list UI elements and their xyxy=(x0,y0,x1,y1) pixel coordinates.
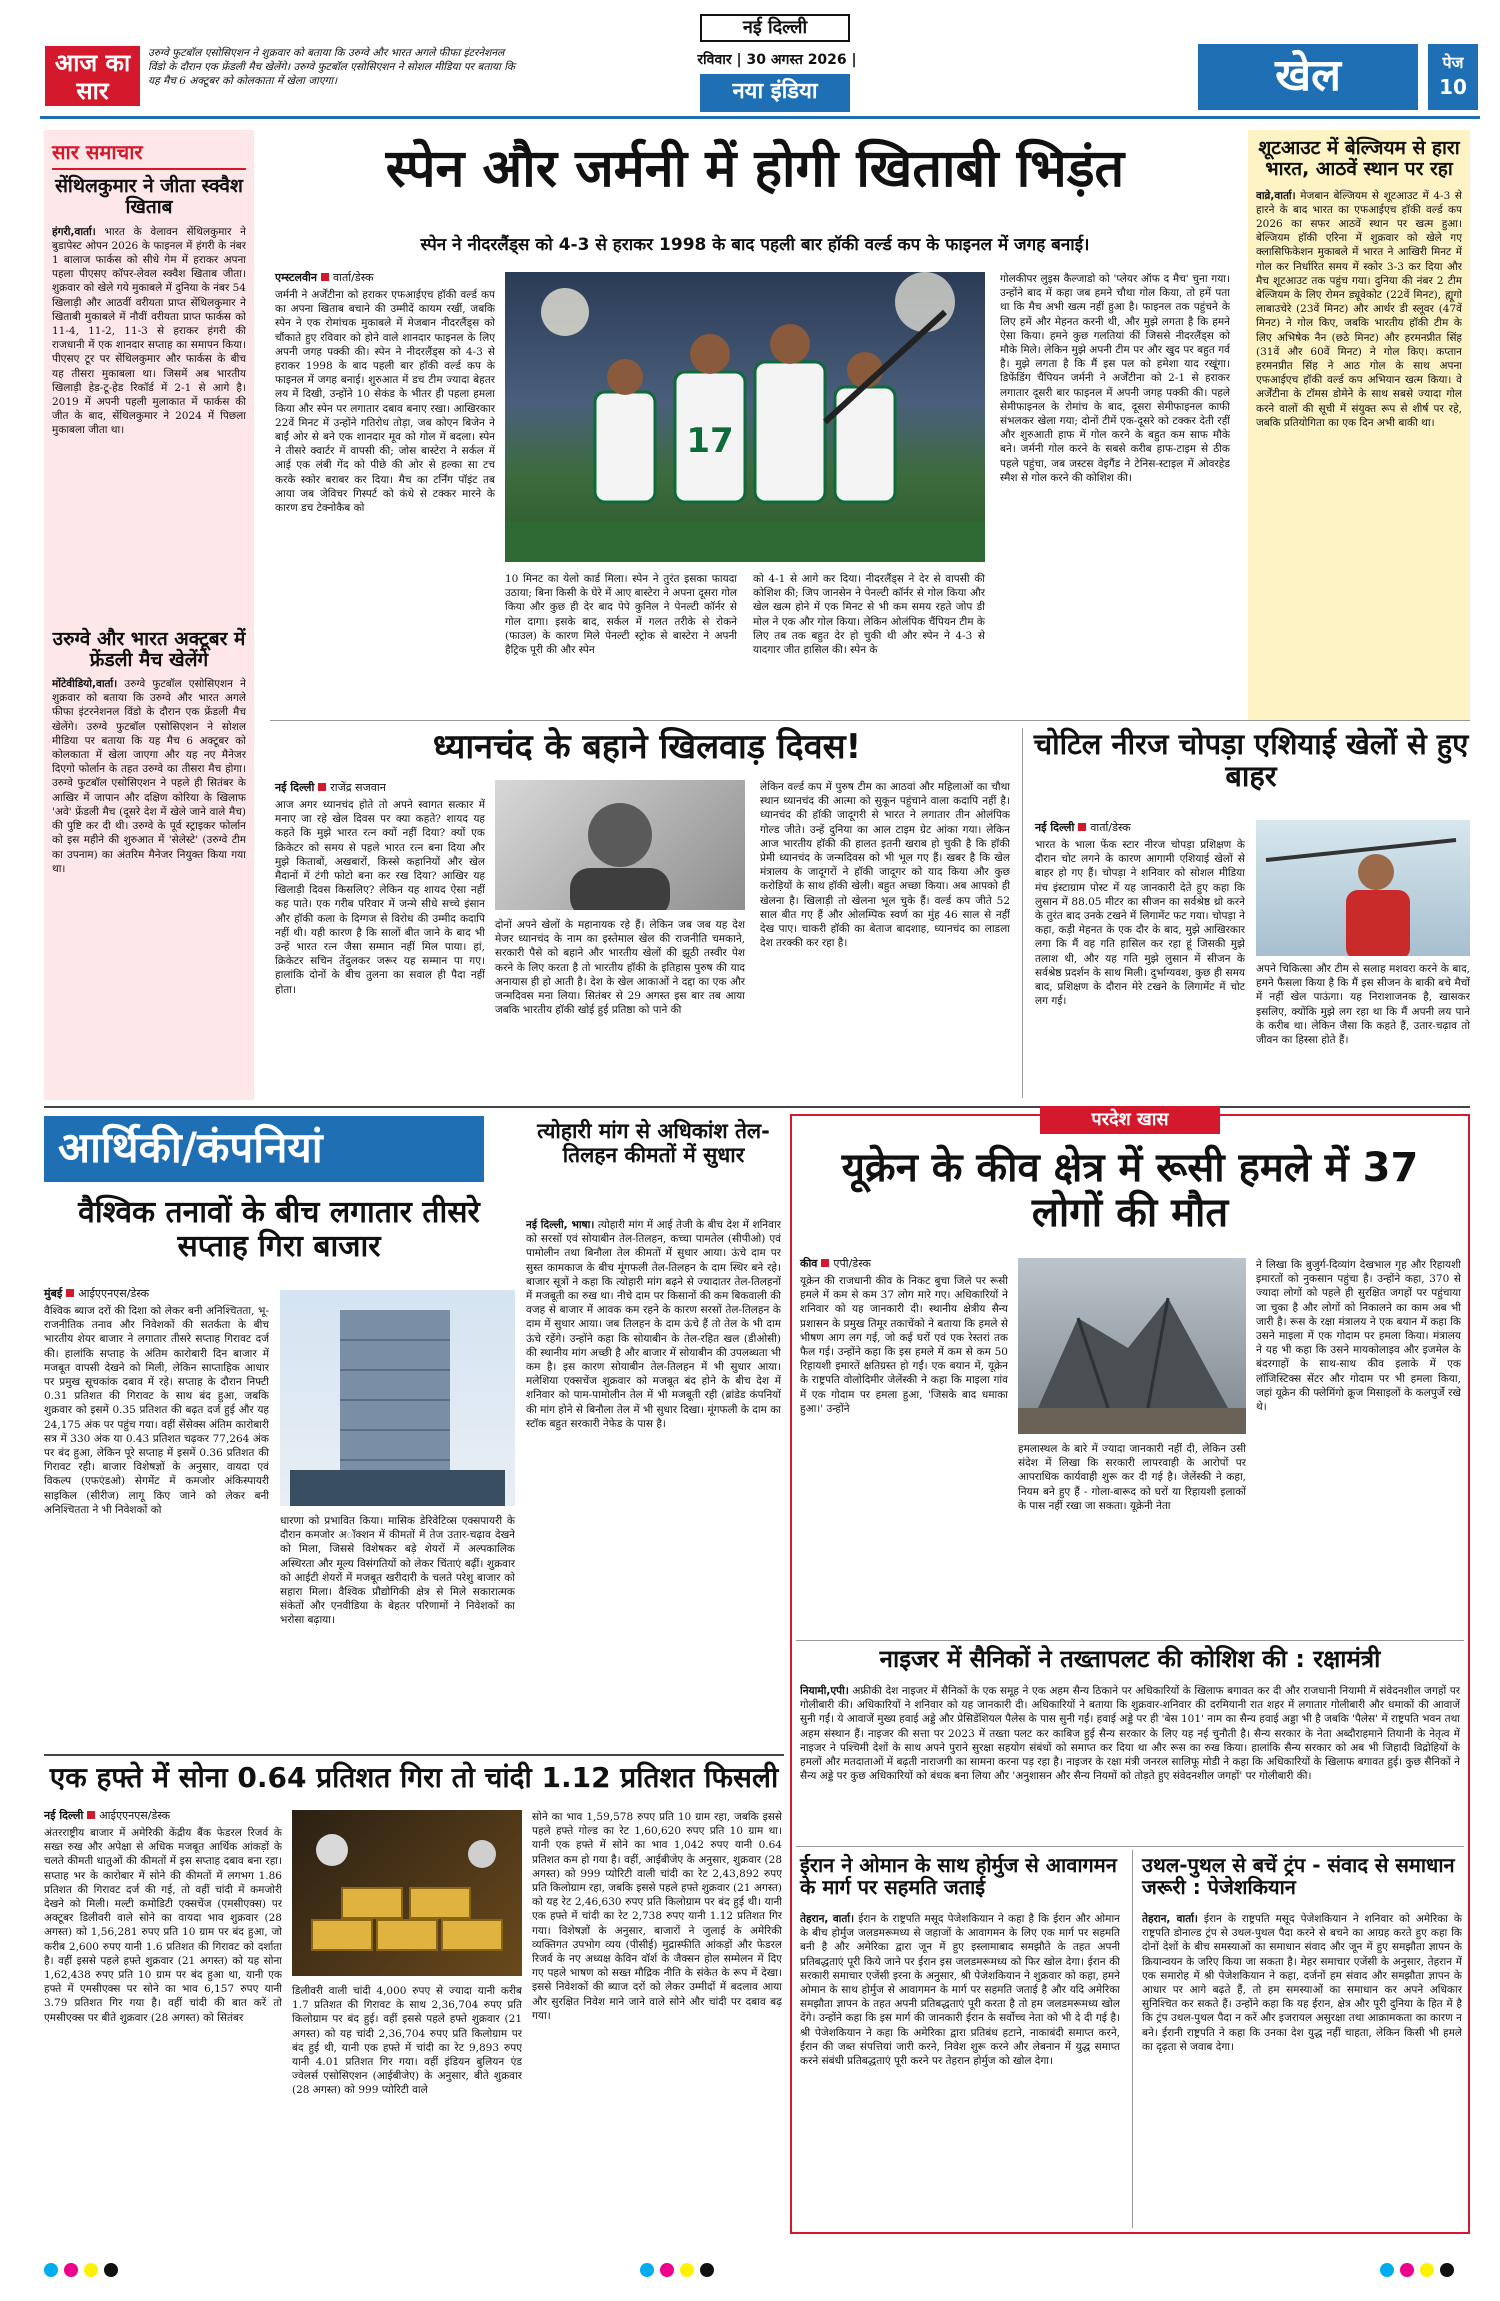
hockey-headline: स्पेन और जर्मनी में होगी खिताबी भिड़ंत xyxy=(385,139,1125,199)
dhyanchand-col1 xyxy=(275,780,485,1090)
squash-headline: सेंथिलकुमार ने जीता स्क्वैश खिताब xyxy=(55,175,243,219)
neeraj-byline xyxy=(1035,820,1245,835)
belgium-text: मेजबान बेल्जियम से शूटआउट में 4-3 से हारने के बाद भारत का एफआईएच हॉकी वर्ल्ड कप 2026 का सफर आठवें स्थान पर खत्म हुआ। बेल्जियम हॉकी एरिना में शुक्रवार को खेले गए क्लासिफिकेशन मुकाबले में भारत ने आखिरी मिनट में गोल कर निर्धारित समय में स्कोर 3-3 कर दिया और मैच शूटआउट तक पहुंच गया। दुनिया की नंबर 2 टीम बेल्जियम के लिए रोमन ड्यूवेकोट (22वें मिनट), ह्यूगो लाबाउचेरे (23वें मिनट) और आर्थर डी स्लूवर (47वें मिनट) ने गोल किए, जबकि भारतीय हॉकी टीम के लिए अभिषेक नैन (छठे मिनट) और हरमनप्रीत सिंह (31वें और 60वें मिनट) ने गोल किए। कप्तान हरमनप्रीत सिंह ने आठ गोल के साथ अपना एफआईएच हॉकी वर्ल्ड कप अभियान खत्म किया। वे अर्जेंटीना के टॉमस डोमेने के साथ सबसे ज्यादा गोल करने वालों की सूची में संयुक्त रूप से शीर्ष पर रहे, जबकि प्रतियोगिता का एक दिन अभी बाकी था। xyxy=(1256,189,1462,429)
color-registration-right xyxy=(1380,2262,1460,2281)
belgium-dateline: वाव्रे,वार्ता। xyxy=(1256,189,1296,202)
hockey-source: वार्ता/डेस्क xyxy=(333,271,374,284)
iran-headline: ईरान ने ओमान के साथ होर्मुज से आवागमन के मार्ग पर सहमति जताई xyxy=(800,1853,1117,1900)
rule xyxy=(44,1106,1470,1108)
gold-col1 xyxy=(44,1808,282,2228)
market-col2-text: धारणा को प्रभावित किया। मासिक डेरिवेटिव्स एक्सपायरी के दौरान कमजोर अॉक्शन में कीमतों में तेज उतार-चढ़ाव देखने को मिला, जिससे विशेषकर बड़े शेयरों में अल्पकालिक अस्थिरता और मूल्य विसंगतियों को लेकर चिंताएं बढ़ीं। शुक्रवार को आईटी शेयरों में मजबूत खरीदारी के चलते परेशु बाजार को सहारा मिला। वैश्विक प्रौद्योगिकी क्षेत्र से मिले सकारात्मक संकेतों और एनवीडिया के बेहतर परिणामों ने निवेशकों का भरोसा बढ़ाया। xyxy=(280,1515,515,1627)
economy-banner: आर्थिकी/कंपनियां xyxy=(44,1116,484,1182)
hockey-byline xyxy=(275,270,495,285)
iran-body xyxy=(800,1912,1120,2228)
dhyanchand-author: राजेंद्र सजवान xyxy=(330,781,386,794)
gold-bars-illustration xyxy=(292,1810,522,1976)
gold-col2-text: डिलीवरी वाली चांदी 4,000 रुपए से ज्यादा यानी करीब 1.7 प्रतिशत की गिरावट के साथ 2,36,704 रुपए प्रति किलोग्राम पर बंद हुई। वहीं इससे पहले हफ्ते शुक्रवार (21 अगस्त) को यह चांदी 2,36,704 रुपए प्रति किलोग्राम पर बंद हुई थी, यानी एक हफ्ते में चांदी का रेट 9,893 रुपए यानी 4.01 प्रतिशत गिर गया। वहीं इंडियन बुलियन एंड ज्वेलर्स एसोसिएशन (आईबीजेए) के अनुसार, बीते शुक्रवार (28 अगस्त) को 999 प्योरिटी वाले xyxy=(292,1985,522,2097)
neeraj-dateline: नई दिल्ली xyxy=(1035,821,1075,834)
ukraine-col2-text: हमलास्थल के बारे में ज्यादा जानकारी नहीं दी, लेकिन उसी संदेश में लिखा कि सरकारी लापरवाही के आरोपों पर आपराधिक कार्यवाही शुरू कर दी गई है। जेलेंस्की ने कहा, नियम बने हुए हैं - गोला-बारूद को घरों या रिहायशी इलाकों के पास नहीं रखा जा सकता। यूक्रेनी नेता xyxy=(1018,1443,1246,1512)
page-label: पेज xyxy=(1442,53,1464,72)
trump-body xyxy=(1142,1912,1462,2228)
gold-headline: एक हफ्ते में सोना 0.64 प्रतिशत गिरा तो चांदी 1.12 प्रतिशत फिसली xyxy=(49,1761,779,1794)
rule xyxy=(1022,728,1023,1098)
rule xyxy=(44,1754,784,1756)
ukraine-col1-text: यूक्रेन की राजधानी कीव के निकट बुचा जिले पर रूसी हमले में कम से कम 37 लोग मारे गए। अधिकारियों ने शनिवार को यह जानकारी दी। स्थानीय क्षेत्रीय सैन्य प्रशासन के प्रमुख तिमूर तकाचेंको ने बताया कि हमले से भीषण आग लग गई, जो कई घरों एवं एक रेस्तरां तक फैल गई। उन्होंने कहा कि इस हमले में कम से कम 50 रिहायशी इमारतें क्षतिग्रस्त हो गईं। एक बयान में, यूक्रेन के राष्ट्रपति वोलोदिमीर जेलेंस्की ने कहा कि माइला गांव में एक गोदाम पर हमला हुआ, 'जिसके बाद धमाका हुआ।' उन्होंने xyxy=(800,1275,1008,1415)
belgium-headline: शूटआउट में बेल्जियम से हारा भारत, आठवें स्थान पर रहा xyxy=(1258,137,1460,181)
svg-text:17: 17 xyxy=(686,421,734,461)
market-col1-text: वैश्विक ब्याज दरों की दिशा को लेकर बनी अनिश्चितता, भू-राजनीतिक तनाव और निवेशकों की सतर्कता के बीच भारतीय शेयर बाजार ने लगातार तीसरे सप्ताह गिरावट दर्ज की। हालांकि सप्ताह के अंतिम कारोबारी दिन बाजार में मजबूत वापसी देखने को मिली, लेकिन साप्ताहिक आधार पर प्रमुख सूचकांक दबाव में रहे। सप्ताह के दौरान निफ्टी 0.31 प्रतिशत की गिरावट के साथ बंद हुआ, जबकि शुक्रवार को इसमें 0.35 प्रतिशत की बढ़त दर्ज हुई और यह 24,175 अंक पर पहुंच गया। वहीं सेंसेक्स अंतिम कारोबारी सत्र में 330 अंक या 0.43 प्रतिशत चढ़कर 77,264 अंक पर बंद हुआ, लेकिन पूरे सप्ताह में इसमें 0.36 प्रतिशत की गिरावट रही। बाजार विशेषज्ञों के अनुसार, वायदा एवं विकल्प (एफएंडओ) सेगमेंट में कमजोर अंकिस्पायरी साइकिल (सीरीज) लागू किए जाने को लेकर बनी अनिश्चितता ने भी निवेशकों को xyxy=(44,1305,269,1516)
masthead xyxy=(40,6,1480,118)
uruguay-headline: उरुग्वे और भारत अक्टूबर में फ्रेंडली मैच खेलेंगे xyxy=(52,627,246,671)
page-box xyxy=(1428,44,1478,110)
iran-dateline: तेहरान, वार्ता। xyxy=(800,1913,855,1925)
niger-text: अफ्रीकी देश नाइजर में सैनिकों के एक समूह ने एक अहम सैन्य ठिकाने पर अधिकारियों के खिलाफ बगावत कर दी और राजधानी नियामी में संवेदनशील जगहों पर गोलीबारी की। अधिकारियों ने शनिवार को यह जानकारी दी। अधिकारियों ने बताया कि शुक्रवार-शनिवार की दरमियानी रात शहर में लगातार गोलीबारी और धमाकों की आवाजें सुनी गईं। ये आवाजें मुख्य हवाई अड्डे और प्रेसिडेंशियल पैलेस के पास सुनी गईं। हवाई अड्डे पर ही 'बेस 101' नाम का सैन्य हवाई अड्डा भी है जबकि 'पैलेस' में राष्ट्रपति भवन तथा अहम संस्थान हैं। नाइजर की सत्ता पर 2023 में तख्ता पलट कर काबिज हुई सैन्य सरकार के लिए यह नई चुनौती है। सैन्य सरकार के नेता अब्दौराहमाने तियानी के नेतृत्व में नाइजर ने पश्चिमी देशों के साथ अपने पुराने सुरक्षा सहयोग संबंधों को समाप्त कर दिया था और रूस का रुख किया। हालांकि सैन्य सरकार को अब भी जिहादी विद्रोहियों के हमलों और मतदाताओं में बढ़ती नाराजगी का सामना करना पड़ रहा है। नाइजर के रक्षा मंत्री जनरल सालिफू मोडी ने कहा कि अधिकारियों के खिलाफ बगावत हुई। कुछ सैनिकों ने सैन्य अड्डे पर कुछ अधिकारियों को बंधक बना लिया और 'अनुशासन और सैन्य नियमों को तोड़ते हुए संवेदनशील जगहों' पर गोलीबारी की। xyxy=(800,1685,1460,1783)
city-label: नई दिल्ली xyxy=(700,14,850,42)
hockey-col1-text: जर्मनी ने अर्जेंटीना को हराकर एफआईएच हॉकी वर्ल्ड कप का अपना खिताब बचाने की उम्मीदें कायम रखीं, जबकि स्पेन ने एक रोमांचक मुकाबले में मेजबान नीदरलैंड्स को चौंकाते हुए रविवार को होने वाले शानदार फाइनल के लिए अपनी जगह पक्की की। स्पेन ने नीदरलैंड्स को 4-3 से हराकर 1998 के बाद पहली बार हॉकी वर्ल्ड कप के फाइनल में जगह बनाई। शुरुआत में डच टीम ज्यादा बेहतर लय में दिखी, उन्होंने 10 सेकंड के भीतर ही पहला हमला किया और स्पेन पर लगातार दबाव बनाए रखा। आखिरकार 22वें मिनट में उन्होंने गतिरोध तोड़ा, जब कोएन बिजेन ने बाईं ओर से बने एक शानदार मूव को गोल में बदला। स्पेन ने तीसरे क्वार्टर में वापसी की; जोस बास्टेरा ने सर्कल में आई एक लंबी गेंद को पीछे की ओर से हल्का सा टच करके स्कोर बराबर कर दिया। मैच का टर्निंग पॉइंट तब आया जब जेविचर गिस्पर्ट को कंधे से टक्कर मारने के कारण डच टेक्नोकैब को xyxy=(275,289,495,515)
rule xyxy=(1132,1850,1133,2228)
trump-headline: उथल-पुथल से बचें ट्रंप - संवाद से समाधान जरूरी : पेजेशकियान xyxy=(1142,1853,1455,1900)
uruguay-text: उरुग्वे फुटबॉल एसोसिएशन ने शुक्रवार को बताया कि उरुग्वे और भारत अगले फीफा इंटरनेशनल विंडो के दौरान एक फ्रेंडली मैच खेलेंगे। उरुग्वे फुटबॉल एसोसिएशन ने सोशल मीडिया पर बताया कि यह मैच 6 अक्टूबर को कोलकाता में खेला जाएगा और यह नए मैनेजर दिएगो फोर्लान के तहत उरुग्वे का तीसरा मैच होगा। उरुग्वे फुटबॉल एसोसिएशन ने पहले ही सितंबर के आखिर में जापान और दक्षिण कोरिया के खिलाफ 'अवे' फ्रेंडली मैच (दूसरे देश में खेले जाने वाले मैच) की पुष्टि कर दी थी। उरुग्वे के पूर्व स्ट्राइकर फोर्लान को इस महीने की शुरुआत में 'सेलेस्टे' (उरुग्वे टीम का उपनाम) का अंतरिम मैनेजर नियुक्त किया गया था। xyxy=(52,678,246,875)
foreign-banner: परदेश खास xyxy=(1040,1106,1220,1134)
bse-photo xyxy=(280,1290,515,1506)
gold-dateline: नई दिल्ली xyxy=(44,1809,84,1822)
neeraj-col2-text: अपने चिकित्सा और टीम से सलाह मशवरा करने के बाद, हमने फैसला किया है कि मैं इस सीजन के बाकी बचे मैचों में नहीं खेल पाऊंगा। यह निराशाजनक है, खासकर इसलिए, क्योंकि मुझे लग रहा था कि मैं अपनी लय पाने के करीब था। लेकिन जैसा कि कहते हैं, उतार-चढ़ाव तो जीवन का हिस्सा होते हैं। xyxy=(1256,963,1470,1047)
oil-text: त्योहारी मांग में आई तेजी के बीच देश में शनिवार को सरसों एवं सोयाबीन तेल-तिलहन, कच्चा पामतेल (सीपीओ) एवं पामोलीन तथा बिनौला तेल कीमतों में सुधार आया। ऊंचे दाम पर सुस्त कामकाज के बीच मूंगफली तेल-तिलहन के दाम स्थिर बने रहे। बाजार सूत्रों ने कहा कि त्योहारी मांग बढ़ने से ज्यादातर तेल-तिलहनों में मजबूती का रुख था। नीचे दाम पर किसानों की कम बिकवाली की वजह से बाजार में आवक कम रहने के कारण सरसों तेल-तिलहन के दाम में सुधार आया। जब तिलहन के दाम ऊंचे हैं तो तेल के भी दाम ऊंचे रहेंगे। उन्होंने कहा कि सोयाबीन के तेल-रहित खल (डीओसी) की स्थानीय मांग अच्छी है और बाजार में सोयाबीन की उपलब्धता भी कम है। इस कारण सोयाबीन तेल-तिलहन में भी सुधार आया। मलेशिया एक्सचेंज शुक्रवार को मजबूत बंद होने के बीच देश में शनिवार को पाम-पामोलीन तेल में भी मजबूती रही (ब्रांडेड कंपनियों की मांग होने से बिनौला तेल में भी सुधार दिखा। मूंगफली के दाम का स्टॉक बहुत सरकारी नेफेड के पास है। xyxy=(526,1219,781,1430)
neeraj-col1-text: भारत के भाला फेंक स्टार नीरज चोपड़ा प्रशिक्षण के दौरान चोट लगने के कारण आगामी एशियाई खेलों से बाहर हो गए हैं। चोपड़ा ने शनिवार को सोशल मीडिया मंच इंस्टाग्राम पोस्ट में यह जानकारी देते हुए कहा कि लुसान में 88.05 मीटर का सीजन का सर्वश्रेष्ठ थ्रो करने के तुरंत बाद उनके टखने में लिगामेंट फट गया। चोपड़ा ने कहा, कड़ी मेहनत के एक दौर के बाद, मुझे आखिरकार लगा कि मैं वह गति हासिल कर रहा हूं जिसकी मुझे तलाश थी, और यह गति मुझे लुसान में सीजन के सर्वश्रेष्ठ प्रदर्शन के साथ मिली। दुर्भाग्यवश, कुछ ही समय बाद, प्रशिक्षण के दौरान मेरे टखने के लिगामेंट में चोट लग गई। xyxy=(1035,839,1245,1008)
niger-dateline: नियामी,एपी। xyxy=(800,1685,849,1697)
gold-byline xyxy=(44,1808,282,1823)
hockey-col4-text: गोलकीपर लुइस कैल्जाडो को 'प्लेयर ऑफ द मैच' चुना गया। उन्होंने बाद में कहा जब हमने चौथा गोल किया, तो हमें पता था कि मैच अभी खत्म नहीं हुआ है। फाइनल तक पहुंचने के लिए हमें और मेहनत करनी थी, और मुझे लगता है कि हमने ऐसा किया। हमने कुछ गलतियां कीं जिससे नीदरलैंड्स को मौके मिले। लेकिन मुझे अपनी टीम पर और खुद पर बहुत गर्व है। मुझे लगता है कि मैं इस पल को हमेशा याद रखूंगा। डिफेंडिंग चैंपियन जर्मनी ने अर्जेंटीना को 2-1 से हराकर लगातार दूसरी बार फाइनल में अपनी जगह पक्की की। पहले सेमीफाइनल के रोमांच के बाद, दूसरा सेमीफाइनल काफी संभलकर खेला गया; दोनों टीमें एक-दूसरे को टक्कर देती रहीं और शुरुआती हाफ में गोल करने के बहुत कम साफ मौके बने। जर्मनी गोल करने के सबसे करीब हाफ-टाइम से ठीक पहले पहुंचा, जब जस्टस वेइगैंड ने टेनिस-स्टाइल में ओवरहेड स्मैश से गोल करने की कोशिश की। xyxy=(1000,273,1230,484)
dhyanchand-col2-text: दोनों अपने खेलों के महानायक रहे हैं। लेकिन जब जब यह देश मेजर ध्यानचंद के नाम का इस्तेमाल खेल की राजनीति चमकाने, सरकारी पैसे को बहाने और भारतीय खेलों की झूठी तस्वीर पेश करने के लिए करता है तो भारतीय हॉकी के इतिहास पुरुष की याद अनायास ही हो आती है। देश के खेल आकाओं ने दद्दा का एक और जन्मदिवस मना लिया। सितंबर से 29 अगस्त इस बार तब आया जबकि भारतीय हॉकी खोई हुई प्रतिष्ठा को पाने की xyxy=(495,919,745,1017)
iran-text: ईरान के राष्ट्रपति मसूद पेजेशकियान ने कहा है कि ईरान और ओमान के बीच होर्मुज जलडमरूमध्य से जहाजों के आवागमन के लिए एक मार्ग पर सहमति बनी है और अमेरिका द्वारा जून में हुए इस्लामाबाद समझौते के तहत अपनी प्रतिबद्धताएं पूरी किये जाने पर ईरान इस जलडमरूमध्य को फिर खोल देगा। ईरान की सरकारी समाचार एजेंसी इरना के अनुसार, श्री पेजेशकियान ने शुक्रवार को कहा, हमने ओमान के साथ होर्मुज से आवागमन के मार्ग पर सहमति जताई है और यदि अमेरिका समझौता ज्ञापन के तहत अपनी प्रतिबद्धताएं पूरी करता है तो हम जलडमरूमध्य खोल देंगे। उन्होंने कहा कि इस मार्ग की जानकारी ईरान के सर्वोच्च नेता को भी दे दी गई है। श्री पेजेशकियान ने कहा कि अमेरिका द्वारा प्रतिबंध हटाने, नाकाबंदी समाप्त करने, ईरान की जब्त संपत्तियां जारी करने, निवेश शुरू करने और लेबनान में युद्ध समाप्त करने संबंधी प्रतिबद्धताएं पूरी करने पर तेहरान होर्मुज को खोल देगा। xyxy=(800,1913,1120,2068)
uruguay-dateline: मोंटेवीडियो,वार्ता। xyxy=(52,678,118,691)
oil-dateline: नई दिल्ली, भाषा। xyxy=(526,1219,595,1231)
rule xyxy=(270,720,1470,721)
neeraj-photo xyxy=(1256,820,1470,956)
niger-headline: नाइजर में सैनिकों ने तख्तापलट की कोशिश की : रक्षामंत्री xyxy=(879,1645,1381,1673)
oil-headline: त्योहारी मांग से अधिकांश तेल-तिलहन कीमतों में सुधार xyxy=(537,1119,770,1167)
market-source: आईएएनएस/डेस्क xyxy=(78,1287,150,1300)
neeraj-javelin-illustration xyxy=(1256,820,1470,956)
trump-text: ईरान के राष्ट्रपति मसूद पेजेशकियान ने शनिवार को अमेरिका के राष्ट्रपति डोनाल्ड ट्रंप से उथल-पुथल पैदा करने से बचने का आग्रह करते हुए कहा कि दोनों देशों के बीच समस्याओं का समाधान संवाद और जून में हुए समझौता ज्ञापन के क्रियान्वयन के जरिए किया जा सकता है। मेहर समाचार एजेंसी के अनुसार, तेहरान में एक समारोह में श्री पेजेशकियान ने कहा, दर्जनों हम संवाद और समझौता ज्ञापन के आधार पर आगे बढ़ते हैं, तो हम समस्याओं का समाधान कर अपने अधिकार सुनिश्चित कर सकते हैं। उन्होंने कहा कि यह ईरान, क्षेत्र और पूरी दुनिया के हित में है कि ट्रंप उथल-पुथल पैदा न करें और इजरायल असुरक्षा तथा आक्रामकता का कारण न बने। ईरानी राष्ट्रपति ने कहा कि उनका देश युद्ध नहीं चाहता, लेकिन किसी भी हमले का दृढ़ता से जवाब देगा। xyxy=(1142,1913,1462,2053)
ukraine-dateline: कीव xyxy=(800,1257,818,1270)
bombed-building-illustration xyxy=(1018,1258,1246,1434)
belgium-column xyxy=(1248,130,1470,720)
hockey-photo xyxy=(505,272,985,562)
market-col1 xyxy=(44,1286,269,1746)
gold-photo xyxy=(292,1810,522,1976)
aaj-ka-saar-box: आज का सार xyxy=(45,46,140,106)
neeraj-source: वार्ता/डेस्क xyxy=(1090,821,1131,834)
gold-source: आईएएनएस/डेस्क xyxy=(99,1809,171,1822)
aaj-ka-saar-text: उरुग्वे फुटबॉल एसोसिएशन ने शुक्रवार को बताया कि उरुग्वे और भारत अगले फीफा इंटरनेशनल विंडो के दौरान एक फ्रेंडली मैच खेलेंगे। उरुग्वे फुटबॉल एसोसिएशन ने सोशल मीडिया पर बताया कि यह मैच 6 अक्टूबर को कोलकाता में खेला जाएगा। xyxy=(148,47,515,87)
saar-samachar-label: सार समाचार xyxy=(52,138,246,170)
belgium-body xyxy=(1256,189,1462,669)
hockey-col3-text: को 4-1 से आगे कर दिया। नीदरलैंड्स ने देर से वापसी की कोशिश की; जिप जानसेन ने पेनल्टी कॉर्नर से गोल किया और खेल खत्म होने में एक मिनट से भी कम समय रहते जोप डी मोल ने एक और गोल किया। लेकिन ओलंपिक चैंपियन टीम के लिए तब तक बहुत देर हो चुकी थी और स्पेन ने 4-3 से यादगार जीत हासिल की। स्पेन के xyxy=(753,573,985,657)
hockey-col2-text: 10 मिनट का येलो कार्ड मिला। स्पेन ने तुरंत इसका फायदा उठाया; बिना किसी के घेरे में आए बास्टेरा ने अपना दूसरा गोल किया और कुछ ही देर बाद पेपे कुनिल ने पेनल्टी कॉर्नर से गोल दागा। इसके बाद, सर्कल में गलत तरीके से रोकने (फाउल) के कारण मिले पेनल्टी स्ट्रोक से बास्टेरा ने अपनी हैट्रिक पूरी की और स्पेन xyxy=(505,573,737,657)
ukraine-photo xyxy=(1018,1258,1246,1434)
dhyanchand-photo xyxy=(495,780,745,910)
hockey-dateline: एम्स्टलवीन xyxy=(275,271,318,284)
neeraj-headline: चोटिल नीरज चोपड़ा एशियाई खेलों से हुए बाहर xyxy=(1033,727,1469,794)
gold-col1-text: अंतरराष्ट्रीय बाजार में अमेरिकी केंद्रीय बैंक फेडरल रिजर्व के सख्त रुख और अपेक्षा से अधिक मजबूत आर्थिक आंकड़ों के चलते कीमती धातुओं की कीमतों में इस सप्ताह दबाव बना रहा। सप्ताह भर के कारोबार में सोने की कीमतों में लगभग 1.86 प्रतिशत की गिरावट दर्ज की गई, तो वहीं चांदी में कमजोरी देखने को मिली। मल्टी कमोडिटी एक्सचेंज (एमसीएक्स) पर अक्टूबर डिलीवरी वाले सोने का वायदा भाव शुक्रवार (28 अगस्त) को 1,56,281 रुपए प्रति 10 ग्राम पर बंद हुआ, जो करीब 2,600 रुपए यानी 1.6 प्रतिशत की गिरावट को दर्शाता है। वहीं इससे पहले हफ्ते शुक्रवार (21 अगस्त) को यह सोना 1,62,438 रुपए प्रति 10 ग्राम पर बंद हुआ था, यानी एक हफ्ते में एमसीएक्स पर सोने का भाव 6,157 रुपए यानी 3.79 प्रतिशत गिर गया है। वहीं चांदी की बात करें तो एमसीएक्स पर बीते शुक्रवार (28 अगस्त) को सितंबर xyxy=(44,1827,282,2024)
uruguay-body xyxy=(52,677,246,1077)
neeraj-col1 xyxy=(1035,820,1245,1092)
niger-body xyxy=(800,1684,1460,1840)
section-label: खेल xyxy=(1198,44,1418,110)
ukraine-headline: यूक्रेन के कीव क्षेत्र में रूसी हमले में 37 लोगों की मौत xyxy=(841,1145,1419,1236)
color-registration-left xyxy=(44,2262,124,2281)
ukraine-col1 xyxy=(800,1256,1008,1632)
gold-col3-text: सोने का भाव 1,59,578 रुपए प्रति 10 ग्राम रहा, जबकि इससे पहले हफ्ते गोल्ड का रेट 1,60,620 रुपए प्रति 10 ग्राम था। यानी एक हफ्ते में सोने का भाव 1,042 रुपए यानी 0.64 प्रतिशत कम हो गया है। वहीं, आईबीजेए के अनुसार, शुक्रवार (28 अगस्त) को 999 प्योरिटी वाली चांदी का रेट 2,43,892 रुपए प्रति किलोग्राम रहा, जबकि इससे पहले हफ्ते शुक्रवार (21 अगस्त) को यह रेट 2,46,630 रुपए प्रति किलोग्राम पर बंद हुई थी। यानी एक हफ्ते में चांदी का रेट 2,738 रुपए यानी 1.12 प्रतिशत गिर गया। विशेषज्ञों के अनुसार, बाजारों ने जुलाई के अमेरिकी व्यक्तिगत उपभोग व्यय (पीसीई) मुद्रास्फीति आंकड़ों और फेडरल रिजर्व के नए अध्यक्ष केविन वॉर्श के जैक्सन होल सम्मेलन में दिए गए पहले भाषण को सख्त मौद्रिक नीति के संकेत के रूप में देखा। इससे निवेशकों की ब्याज दरों को लेकर उम्मीदों में बदलाव आया और सुरक्षित निवेश माने जाने वाले सोने और चांदी पर दबाव बढ़ गया। xyxy=(532,1811,782,2022)
masthead-rule xyxy=(40,116,1480,119)
market-byline xyxy=(44,1286,269,1301)
oil-body xyxy=(526,1218,781,1746)
dhyanchand-col3-text: लेकिन वर्ल्ड कप में पुरुष टीम का आठवां और महिलाओं का चौथा स्थान ध्यानचंद की आत्मा को सुकून पहुंचाने वाला कदापि नहीं है। ध्यानचंद की हॉकी जादूगरी से भारत ने लगातार तीन ओलंपिक गोल्ड जीते। उन्हें दुनिया का आल टाइम ग्रेट आंका गया। लेकिन आज भारतीय हॉकी की हालत इतनी खराब हो चुकी है कि हॉकी प्रेमी ध्यानचंद के जन्मदिवस को भी भूल गए हैं। खबर है कि खेल मंत्रालय के जादूगरों ने हॉकी जादूगर को याद किया और कुछ करोड़ियों के साथ हॉकी खेली। बहुत अच्छा किया। अब आपको ही खेलना है। खिलाड़ी तो खेलना भूल चुके हैं। वर्ल्ड कप जीते 52 साल बीत गए हैं और ओलम्पिक स्वर्ण का मुंह 46 साल से नहीं देख पाए। चाकरी हॉकी का बेताज बादशाह, ध्यानचंद का लाडला देश तरक्की कर रहा है। xyxy=(760,781,1010,950)
rule xyxy=(796,1846,1464,1847)
hockey-players-illustration xyxy=(505,272,985,562)
dhyanchand-portrait-illustration xyxy=(495,780,745,910)
paper-name: नया इंडिया xyxy=(700,74,850,112)
hockey-subhead: स्पेन ने नीदरलैंड्स को 4-3 से हराकर 1998 के बाद पहली बार हॉकी वर्ल्ड कप के फाइनल में जगह बनाई। xyxy=(420,235,1090,255)
ukraine-col3-text: ने लिखा कि बुजुर्ग-दिव्यांग देखभाल गृह और रिहायशी इमारतों को नुकसान पहुंचा है। उन्होंने कहा, 370 से ज्यादा लोगों को पहले ही सुरक्षित जगहों पर पहुंचाया जा चुका है और लोगों को निकालने का काम अब भी जारी है। रूस के रक्षा मंत्रालय ने एक बयान में कहा कि उसने माइला में एक गोदाम पर हमला किया। मंत्रालय ने यह भी कहा कि उसने मायकोलाइव और इजमेल के बंदरगाहों के साथ-साथ कीव इलाके में एक लॉजिस्टिक्स सेंटर और गोदाम पर भी हमला किया, जहां यूक्रेन की फ्लेमिंगो क्रूज मिसाइलों के कलपुर्जे रखे थे। xyxy=(1256,1259,1461,1414)
dhyanchand-col1-text: आज अगर ध्यानचंद होते तो अपने स्वागत सत्कार में मनाए जा रहे खेल दिवस पर क्या कहते? शायद यह कहते कि मुझे भारत रत्न क्यों नहीं दिया? क्यों एक क्रिकेटर को समय से पहले भारत रत्न बना दिया और मुझे किताबों, अखबारों, किस्से कहानियों और खेल मैदानों में टंगी फोटो बना कर रख दिया? आखिर यह खिलाड़ी दिवस किसलिए? लेकिन यह शायद ऐसा नहीं कह पाते। एक गरीब परिवार में जन्मे सीधे सच्चे इंसान और हॉकी कला के दिग्गज से विरोध की उम्मीद कदापि नहीं थी। यही कारण है कि सालों बीत जाने के बाद भी उन्हें भारत रत्न जैसा सम्मान नहीं मिल पाया। हां, क्रिकेटर सचिन तेंदुलकर जरूर यह सम्मान पा गए। हालांकि दोनों के बीच तुलना का सवाल ही पैदा नहीं होता। xyxy=(275,799,485,996)
color-registration-center xyxy=(640,2262,720,2281)
squash-text: भारत के वेलावन सेंथिलकुमार ने बुडापेस्ट ओपन 2026 के फाइनल में हंगरी के नंबर 1 बालाज फार्कस को सीधे गेम में हराकर अपना पहला पीएसए कॉपर-लेवल स्क्वैश खिताब जीता। शुक्रवार को खेले गये मुकाबले में दुनिया के नंबर 54 खिलाड़ी और आठवीं वरीयता प्राप्त सेंथिलकुमार ने खिताबी मुकाबले में नौवीं वरीयता प्राप्त फार्कस को 11-4, 11-2, 11-3 से हराकर हंगरी की राजधानी में एक शानदार सप्ताह का समापन किया। पीएसए टूर पर सेंथिलकुमार और फार्कस के बीच यह तीसरा मुकाबला था। जिसमें अब भारतीय खिलाड़ी हेड-टू-हेड रिकॉर्ड में 2-1 से आगे है। 2019 में अपनी पहली मुलाकात में फार्कस की जीत के बाद, सेंथिलकुमार ने 2024 में पिछला मुकाबला जीता था। xyxy=(52,225,246,437)
trump-dateline: तेहरान, वार्ता। xyxy=(1142,1913,1198,1925)
dhyanchand-headline: ध्यानचंद के बहाने खिलवाड़ दिवस! xyxy=(432,727,862,767)
squash-body xyxy=(52,225,246,621)
page-number: 10 xyxy=(1439,75,1467,99)
rule xyxy=(796,1640,1464,1641)
ukraine-byline xyxy=(800,1256,1008,1271)
stock-exchange-building-illustration xyxy=(280,1290,515,1506)
ukraine-source: एपी/डेस्क xyxy=(833,1257,871,1270)
hockey-col1 xyxy=(275,270,495,710)
dhyanchand-dateline: नई दिल्ली xyxy=(275,781,315,794)
squash-dateline: हंगरी,वार्ता। xyxy=(52,225,96,238)
market-headline: वैश्विक तनावों के बीच लगातार तीसरे सप्ताह गिरा बाजार xyxy=(78,1195,480,1264)
dhyanchand-byline xyxy=(275,780,485,795)
issue-date: रविवार | 30 अगस्त 2026 | xyxy=(697,52,857,68)
saar-samachar-column xyxy=(44,130,254,1100)
market-dateline: मुंबई xyxy=(44,1287,63,1300)
